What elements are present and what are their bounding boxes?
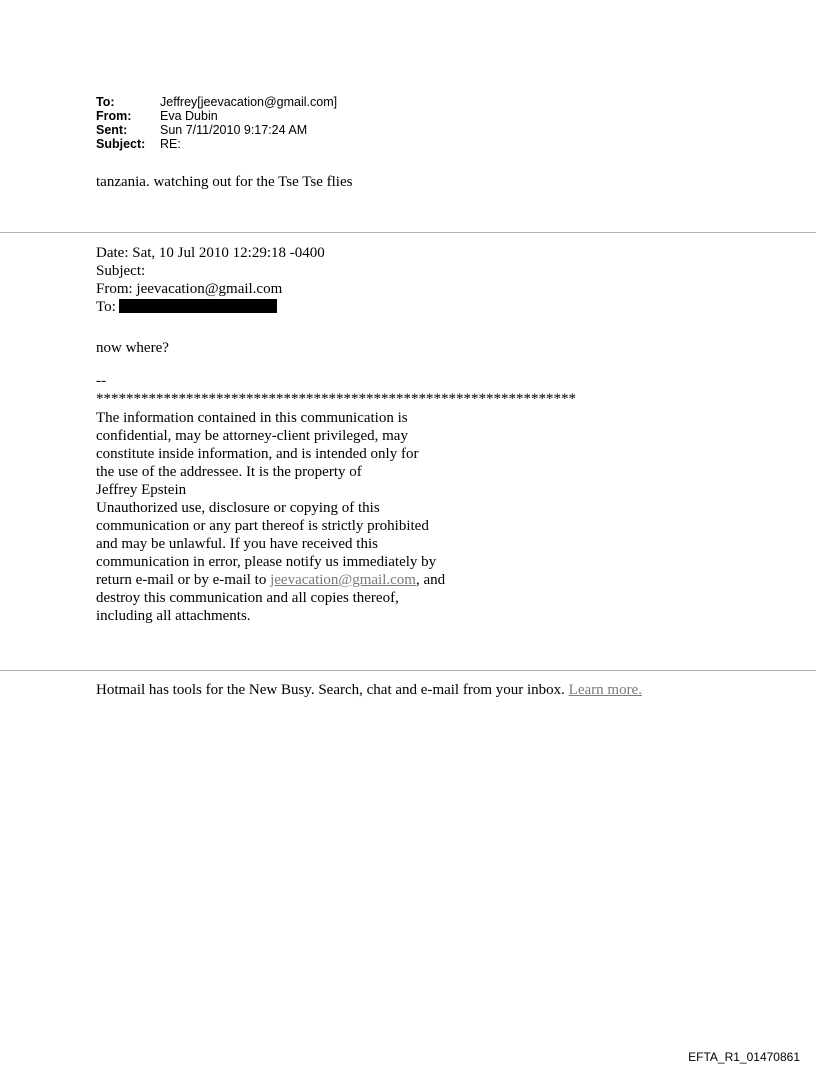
quoted-body: now where? (96, 340, 169, 356)
from-value: Eva Dubin (160, 109, 218, 123)
redaction-box (119, 299, 277, 313)
asterisk-rule: **************************************************************** (96, 391, 576, 407)
email-header (96, 95, 337, 151)
disclaimer (96, 409, 496, 625)
to-row (96, 95, 337, 109)
quoted-subject: Subject: (96, 263, 146, 279)
disclaimer-link-prefix: return e-mail or by e-mail to (96, 572, 271, 588)
divider-top (0, 232, 816, 233)
disclaimer-line: communication or any part thereof is strictly prohibited (96, 518, 429, 534)
footer-text: Hotmail has tools for the New Busy. Search, chat and e-mail from your inbox. (96, 682, 569, 698)
quoted-date: Date: Sat, 10 Jul 2010 12:29:18 -0400 (96, 245, 325, 261)
reply-body: tanzania. watching out for the Tse Tse flies (96, 174, 353, 190)
sent-label: Sent: (96, 123, 128, 137)
sent-row (96, 123, 337, 137)
quoted-to (96, 298, 325, 316)
disclaimer-line: and may be unlawful. If you have received this (96, 536, 378, 552)
disclaimer-line: Unauthorized use, disclosure or copying of this (96, 500, 380, 516)
quoted-headers (96, 244, 325, 316)
to-label: To: (96, 95, 115, 109)
disclaimer-line: destroy this communication and all copies thereof, (96, 590, 399, 606)
quoted-to-label: To: (96, 299, 116, 315)
sent-value: Sun 7/11/2010 9:17:24 AM (160, 123, 308, 137)
from-label: From: (96, 109, 132, 123)
disclaimer-line: confidential, may be attorney-client privileged, may (96, 428, 408, 444)
disclaimer-link-suffix: , and (415, 572, 446, 588)
disclaimer-line: communication in error, please notify us immediately by (96, 554, 437, 570)
subject-value: RE: (160, 137, 181, 151)
quoted-from: From: jeevacation@gmail.com (96, 281, 283, 297)
signature-separator: -- (96, 373, 106, 389)
disclaimer-line: constitute inside information, and is intended only for (96, 446, 419, 462)
subject-label: Subject: (96, 137, 146, 151)
disclaimer-line: The information contained in this communication is (96, 410, 408, 426)
divider-bottom (0, 670, 816, 671)
hotmail-footer (96, 681, 642, 699)
disclaimer-line: Jeffrey Epstein (96, 482, 187, 498)
learn-more-link[interactable]: Learn more. (568, 682, 642, 698)
email-link[interactable]: jeevacation@gmail.com (270, 572, 416, 588)
document-id: EFTA_R1_01470861 (688, 1050, 800, 1064)
to-value: Jeffrey[jeevacation@gmail.com] (160, 95, 338, 109)
disclaimer-link-line (96, 571, 496, 589)
from-row (96, 109, 337, 123)
disclaimer-line: the use of the addressee. It is the property of (96, 464, 362, 480)
subject-row (96, 137, 337, 151)
disclaimer-line: including all attachments. (96, 608, 251, 624)
